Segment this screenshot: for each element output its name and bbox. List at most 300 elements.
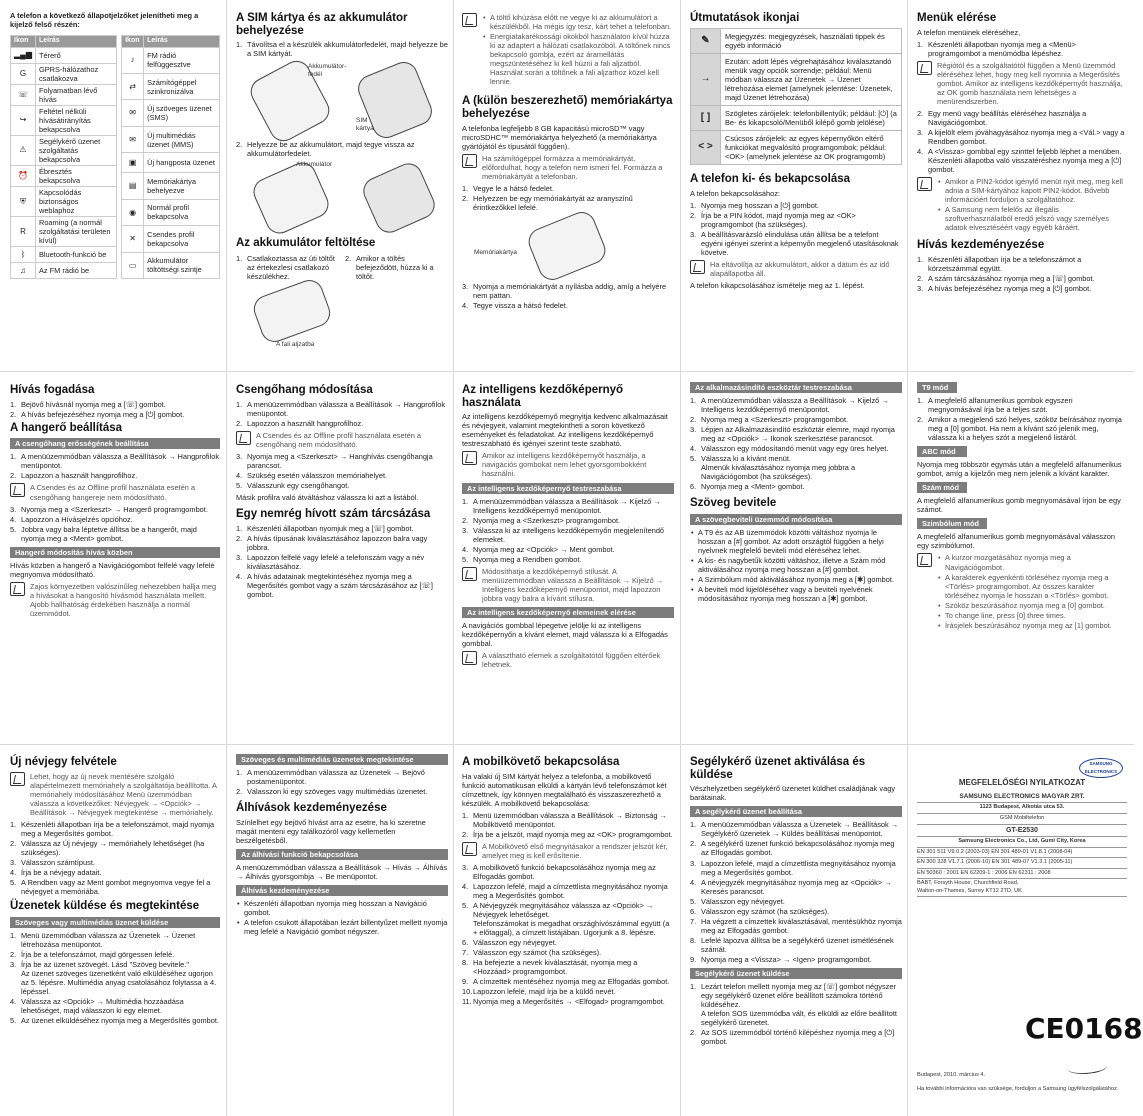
status-icon-label: Kapcsolódás biztonságos weblaphoz	[35, 186, 116, 216]
sos-step: Válasszon egy névjegyet.	[701, 896, 785, 906]
icons-intro: A telefon a következő állapotjelzőket jelenítheti meg a kijelző felső részén:	[10, 11, 199, 30]
section-bar: Az alkalmazásindító eszköztár testreszabása	[690, 382, 902, 393]
panel-input-modes	[917, 382, 1127, 738]
guide-symbol-icon: ✎	[691, 28, 721, 53]
icons-header-icon: Ikon	[122, 36, 144, 48]
ring-step: A menüüzemmódban válassza a Beállítások → Hangprofilok menüpontot.	[247, 399, 446, 418]
fake-call-title: Álhívások kezdeményezése	[236, 802, 387, 815]
note-icon	[462, 13, 477, 27]
message-step	[10, 960, 220, 996]
input-bullet: • Szóköz beszúrásához nyomja meg a [0] gombot.	[937, 601, 1127, 610]
sos-send-extra: A telefon SOS üzemmódba vált, és elküldi az előre beállított segélykérő üzenetet.	[701, 1008, 897, 1027]
sos-step: A névjegyzék megnyitásához nyomja meg az <Opciók> → Keresés parancsot.	[701, 877, 892, 896]
toolbar-step: Lépjen az Alkalmazásindító eszköztár elemre, majd nyomja meg az <Opciók> → Ikonok szerkesztése parancsot.	[701, 425, 895, 444]
input-bullet: • Írásjelek beszúrásához nyomja meg az [1] gombot.	[937, 621, 1127, 630]
guide-description: Csúcsos zárójelek: az egyes képernyőkön eltérő funkciókat megvalósító programgombok; például: <OK> (amelynek jelentése az OK programgomb)	[721, 130, 902, 164]
tracker-step: Menü üzemmódban válassza a Beállítások → Biztonság → Mobilkövető menüpontot.	[473, 810, 667, 829]
contact-step: Válassza az Új névjegy → memóriahely lehetőséget (ha szükséges).	[21, 838, 205, 857]
note-icon	[462, 651, 477, 665]
smart-access: A navigációs gombbal lépegetve jelölje ki az intelligens kezdőképernyőn a kívánt elemet, majd válassza ki a Elfogadás gombbal.	[462, 620, 668, 648]
panel-smart-home	[462, 382, 674, 738]
warning-bullet: • A töltő kihúzása előtt ne vegye ki az akkumulátort a készülékből. Ha mégis így tesz, kárt tehet a telefonban.	[482, 13, 674, 31]
call-icon: ☏	[11, 84, 36, 105]
tracker-step: Lapozzon lefelé, majd a címzettlista megnyitásához nyomja meg a Megerősítés gombot.	[473, 881, 668, 901]
section-bar: Az intelligens kezdőképernyő elemeinek elérése	[462, 607, 674, 618]
menu-step: A kijelölt elem jóváhagyásához nyomja meg a <Vál.> vagy a Rendben gombot.	[928, 127, 1125, 146]
status-icon-label: Normál profil bekapcsolva	[144, 199, 220, 225]
panel-ringtone-recent	[236, 382, 448, 738]
memory-step: Nyomja a memóriakártyát a nyílásba addig, amíg a helyére nem pattan.	[473, 281, 667, 300]
contact-title: Új névjegy felvétele	[10, 756, 117, 768]
status-icon-row	[11, 105, 117, 135]
bluetooth-icon: ᛒ	[11, 247, 36, 263]
sim-step: Helyezze be az akkumulátort, majd tegye vissza az akkumulátorfedelet.	[247, 140, 415, 159]
status-icon-label: Bluetooth-funkció be	[35, 247, 116, 263]
declaration-address: 1123 Budapest, Alkotás utca 53.	[917, 803, 1127, 814]
sos-step: Lefelé lapozva állítsa be a segélykérő üzenet ismétlésének számát.	[701, 935, 894, 954]
status-icon-label: Memóriakártya behelyezve	[144, 173, 220, 199]
note-icon	[917, 553, 932, 567]
contact-note: Lehet, hogy az új nevek mentésére szolgáló alapértelmezett memóriahely a szolgáltatója beállította. A memóriahely módosításához Menü üzemmódban válassza a következőket: Névjegyek → <Opciók> → Beállítások → Névjegyek megtekintése → memóriahely.	[10, 772, 220, 817]
status-icon-label: Folyamatban lévő hívás	[35, 84, 116, 105]
label-sim-card: SIM kártya	[356, 117, 374, 133]
message-step: Válassza az <Opciók> → Multimédia hozzáadása lehetőséget, majd válasszon ki egy elemet.	[21, 996, 184, 1015]
gprs-icon: G	[11, 63, 36, 84]
declaration-signature-date: Budapest, 2010. március 4.	[917, 1072, 986, 1078]
memory-step: Tegye vissza a hátsó fedelet.	[473, 300, 568, 310]
volume-title: A hangerő beállítása	[10, 421, 123, 434]
tracker-step: Ha befejezte a nevek kiválasztását, nyomja meg a <Hozzáad> programgombot.	[473, 958, 638, 977]
signal-icon: ▂▄▆	[11, 47, 36, 63]
status-icon-label: Új hangposta üzenet	[144, 153, 220, 173]
text-input-title: Szöveg bevitele	[690, 497, 777, 510]
sos-title: Segélykérő üzenet aktiválása és küldése	[690, 756, 866, 781]
during-call-text: Hívás közben a hangerő a Navigációgombot felfelé vagy lefelé megnyomva módosítható.	[10, 560, 215, 579]
phone-cover-illustration	[359, 159, 439, 237]
answer-title: Hívás fogadása	[10, 384, 95, 396]
menu-intro: A telefon menüinek eléréséhez,	[917, 27, 1021, 37]
declaration-manufacturer: Samsung Electronics Co., Ltd, Gumi City, Korea	[917, 837, 1127, 848]
status-icon-row	[11, 63, 117, 84]
recent-step: Lapozzon felfelé vagy lefelé a telefonszám vagy a név kiválasztásához.	[247, 552, 425, 571]
onoff-intro: A telefon bekapcsolásához:	[690, 188, 780, 198]
label-battery: Akkumulátor	[296, 161, 333, 169]
section-bar: Szöveges vagy multimédiás üzenet küldése	[10, 917, 220, 928]
guide-row	[691, 53, 902, 105]
guide-symbol-icon: [ ]	[691, 105, 721, 130]
menu-step: A <Vissza> gombbal egy szinttel feljebb léphet a menüben. Készenléti állapotba való visszatéréshez nyomja meg a [⏻] gombot.	[928, 147, 1122, 175]
message-step-extra: Az üzenet szöveges üzenetként való elküldéséhez ugorjon az 5. lépésre. Multimédia anyag csatolásához folytassa a 4. lépéssel.	[21, 968, 217, 996]
fold-line-v3	[680, 0, 681, 1116]
smart-style-note: Módosíthatja a kezdőképernyő stílusát. A menüüzemmódban válassza a Beállítások → Kijelző → Intelligens kezdőképernyő menüpontot, majd lapozzon jobbra vagy balra a kívánt stílusra.	[462, 567, 674, 603]
divert-icon: ↪	[11, 105, 36, 135]
fold-line-h1	[0, 371, 1134, 372]
status-icon-label: Akkumulátor töltöttségi szintje	[144, 252, 220, 279]
status-icon-row	[11, 217, 117, 247]
onoff-outro: A telefon kikapcsolásához ismételje meg az 1. lépést.	[690, 280, 865, 290]
phone-card-slot-illustration	[524, 208, 609, 284]
fm-icon: ♫	[11, 263, 36, 279]
status-icon-label: FM rádió felfüggesztve	[144, 47, 220, 73]
sos-step: Nyomja meg a <Vissza> → <Igen> programgombot.	[701, 954, 872, 964]
call-step: Készenléti állapotban írja be a telefonszámot a körzetszámmal együtt.	[928, 254, 1082, 273]
note-icon	[462, 451, 477, 465]
volume-step: Lapozzon a használt hangprofilhoz.	[21, 471, 138, 481]
status-icon-row	[122, 47, 220, 73]
note-icon	[917, 177, 932, 191]
panel-menu-call	[917, 10, 1127, 365]
menu-pin-note	[917, 177, 1127, 233]
section-bar: T9 mód	[917, 382, 957, 393]
volume-note: A Csendes és az Offline profil használata esetén a csengőhang hangereje nem módosítható.	[10, 483, 220, 501]
status-icon-label: Feltétel nélküli hívásátirányítás bekapcsolva	[35, 105, 116, 135]
toolbar-step: Válasszon egy módosítandó menüt vagy egy üres helyet.	[701, 444, 889, 454]
roaming-icon: R	[11, 217, 36, 247]
section-bar: Segélykérő üzenet küldése	[690, 968, 902, 979]
warning-bullet: • Energiatakarékossági okokból használaton kívül húzza ki az adaptert a hálózati csatlakozóból. A töltőnek nincs bekapcsoló gombja, ezért az áramellátás megszüntetéséhez ki kell húzni a fali aljzatból. Használat során a töltőnek a fali aljzathoz közel kell lennie.	[482, 32, 674, 86]
contact-step: A Rendben vagy az Ment gombot megnyomva vegye fel a névjegyet a memóriába.	[21, 877, 211, 897]
icons-table-left	[10, 35, 117, 279]
guide-symbol-icon: →	[691, 53, 721, 105]
label-battery-cover: Akkumulátor-fedél	[308, 63, 347, 79]
guide-row	[691, 130, 902, 164]
declaration-body	[917, 778, 1127, 897]
ring-note: A Csendes és az Offline profil használata esetén a csengőhang nem módosítható.	[236, 431, 448, 449]
message-step-text: Írja be az üzenet szövegét. Lásd "Szöveg bevitele."	[21, 959, 189, 969]
alarm-icon: ⏰	[11, 165, 36, 186]
ring-title: Csengőhang módosítása	[236, 384, 373, 396]
section-bar: A segélykérő üzenet beállítása	[690, 806, 902, 817]
silent-profile-icon: ✕	[122, 226, 144, 252]
recent-step: Készenléti állapotban nyomjuk meg a [☏] gombot.	[247, 523, 414, 533]
panel-answer-volume	[10, 382, 220, 738]
declaration-standard: EN 300 328 V1.7.1 (2006-10) EN 301 489-07 V1.3.1 (2005-11)	[917, 858, 1127, 869]
call-title: Hívás kezdeményezése	[917, 239, 1045, 252]
panel-declaration	[917, 754, 1143, 1110]
tracker-step: A címzettek mentéséhez nyomja meg az Elfogadás gombot.	[473, 977, 670, 987]
smart-step: A menüüzemmódban válassza a Beállítások → Kijelző → Intelligens kezdőképernyő menüpontot.	[473, 496, 661, 515]
fm-bg-icon: ♪	[122, 47, 144, 73]
icons-header-desc: Leírás	[35, 36, 116, 48]
declaration-title: MEGFELELŐSÉGI NYILATKOZAT	[958, 778, 1086, 787]
section-bar: A szövegbeviteli üzemmód módosítása	[690, 514, 902, 525]
message-step: Az üzenet elküldéséhez nyomja meg a Megerősítés gombot.	[21, 1016, 220, 1025]
ring-step: Válasszunk egy csengőhangot.	[247, 480, 350, 490]
smart-step: Nyomja meg az <Opciók> → Ment gombot.	[473, 544, 615, 554]
num-text: A megfelelő alfanumerikus gomb megnyomásával írjon be egy számot.	[917, 496, 1121, 515]
fake-call-bullet: • A telefon csukott állapotában lezárt billentyűzet mellett nyomja meg lefelé a Navigáció gombot négyszer.	[236, 918, 448, 936]
status-icon-row	[122, 199, 220, 225]
panel-guide-onoff	[690, 10, 902, 365]
status-icon-label: Új szöveges üzenet (SMS)	[144, 100, 220, 126]
tracker-title: A mobilkövető bekapcsolása	[462, 756, 620, 768]
answer-step: Bejövő hívásnál nyomja meg a [☏] gombot.	[21, 399, 166, 409]
status-icon-row	[11, 165, 117, 186]
sos-send-step: Az SOS üzemmódból történő kilépéshez nyomja meg a [⏻] gombot.	[701, 1028, 895, 1047]
input-mode-bullet: • A kis- és nagybetűk közötti váltáshoz, illetve a Szám mód aktiválásához nyomja meg hosszan a [#] gombot.	[690, 556, 902, 574]
sim-illustration	[236, 61, 448, 139]
sos-step: Válasszon egy számot (ha szükséges).	[701, 906, 830, 916]
contact-step: Írja be a névjegy adatait.	[21, 867, 102, 877]
charging-warning	[462, 13, 674, 87]
panel-status-icons	[10, 10, 220, 365]
sos-icon: ⚠	[11, 135, 36, 165]
panel-mobile-tracker	[462, 754, 674, 1110]
sms-icon: ✉	[122, 100, 144, 126]
call-step: A szám tárcsázásához nyomja meg a [☏] gombot.	[928, 274, 1095, 283]
status-icon-label: Csendes profil bekapcsolva	[144, 226, 220, 252]
t9-step: Amikor a megjelenő szó helyes, szóköz beírásához nyomja meg a [0] gombot. Ha nem a kívánt szó jelenik meg, válassza ki a helyes szót a megjelenő listáról.	[928, 415, 1122, 443]
tracker-note: A Mobilkövető első megnyitásakor a rendszer jelszót kér, amelyet meg is kell erősítenie.	[462, 842, 674, 860]
status-icon-label: Ébresztés bekapcsolva	[35, 165, 116, 186]
note-icon	[10, 483, 25, 497]
panel-view-fake-call	[236, 754, 448, 1110]
input-bullet: • A kurzor mozgatásához nyomja meg a Navigációgombot.	[937, 553, 1127, 571]
menu-title: Menük elérése	[917, 12, 997, 24]
section-bar: A csengőhang erősségének beállítása	[10, 438, 220, 449]
answer-step: A hívás befejezéséhez nyomja meg a [⏻] gombot.	[21, 409, 185, 419]
status-icon-row	[11, 84, 117, 105]
tracker-intro: Ha valaki új SIM kártyát helyez a telefonba, a mobilkövető funkció automatikusan elküldi a kártyán lévő telefonszámot két címzettnek, így könnyen megtalálható és visszaszerezhető a készülék. A mobilkövető bekapcsolása:	[462, 771, 667, 808]
toolbar-step-extra: Almenük kiválasztásához nyomja meg jobbra a Navigációgombot (ha szükséges).	[701, 463, 856, 482]
guide-description: Szögletes zárójelek: telefonbillentyűk; például: [⏻] (a Be- és kikapcsoló/Menüből kilépő gomb jelölése)	[721, 105, 902, 130]
label-wall-outlet: A fali aljzatba	[276, 341, 315, 349]
sos-send-text: Lezárt telefon mellett nyomja meg az [☏] gombot négyszer egy segélykérő üzenet előre beállított számokra történő küldéséhez.	[701, 981, 896, 1009]
pc-sync-icon: ⇄	[122, 74, 144, 100]
memory-card-title: A (külön beszerezhető) memóriakártya behelyezése	[462, 95, 673, 120]
menu-step: Készenléti állapotban nyomja meg a <Menü> programgombot a menümódba lépéshez.	[928, 39, 1076, 58]
tracker-step: Válasszon egy számot (ha szükséges).	[473, 948, 602, 958]
toolbar-step: A menüüzemmódban válassza a Beállítások → Kijelző → Intelligens kezdőképernyő menüpontot.	[701, 396, 889, 415]
note-icon	[462, 842, 477, 856]
smart-intro: Az intelligens kezdőképernyő megnyitja kedvenc alkalmazásait és névjegyeit, valamint megtekintheti a soron következő eseményeket és feladatokat. Az intelligens kezdőképernyő testreszabható és igényei szerint teste szabható.	[462, 412, 668, 449]
status-icon-row	[11, 186, 117, 216]
menu-note: Régiótól és a szolgáltatótól függően a Menü üzemmód eléréséhez lehet, hogy meg kell nyomnia a Megerősítés gombot. Amikor az intelligens kezdőképernyőt használja, az OK gomb használata nem lehetséges a menürendszerben.	[917, 61, 1127, 106]
input-mode-bullet: • A Szimbólum mód aktiválásához nyomja meg a [✱] gombot.	[690, 575, 902, 584]
recent-title: Egy nemrég hívott szám tárcsázása	[236, 507, 431, 520]
memory-card-intro: A telefonba legfeljebb 8 GB kapacitású microSD™ vagy microSDHC™ memóriakártya helyezhető (a memóriakártya gyártójától és típusától függően).	[462, 123, 657, 151]
input-note	[917, 553, 1127, 630]
status-icon-row	[122, 226, 220, 252]
memory-card-note: Ha számítógéppel formázza a memóriakártyát, előfordulhat, hogy a telefon nem ismeri fel. Formázza a memóriakártyát a telefonban.	[462, 154, 674, 181]
volume-step: Lapozzon a Hívásjelzés opcióhoz.	[21, 514, 133, 524]
ring-step: Szükség esetén válasszon memóriahelyet.	[247, 470, 388, 480]
pin-bullet: • A Samsung nem felelős az illegális szoftverhasználatból eredő jelszó vagy személyes adatok elvesztéséért vagy egyéb káráért.	[937, 205, 1127, 232]
note-icon	[10, 582, 25, 596]
guide-title: Útmutatások ikonjai	[690, 12, 800, 24]
section-bar: Az álhívási funkció bekapcsolása	[236, 849, 448, 860]
fold-line-v1	[226, 0, 227, 1116]
section-bar: Álhívás kezdeményezése	[236, 885, 448, 896]
label-memory-card: Memóriakártya	[474, 248, 517, 256]
call-step: A hívás befejezéséhez nyomja meg a [⏻] gombot.	[928, 284, 1092, 294]
noise-note: Zajos környezetben valószínűleg nehezebben hallja meg a hívásokat a hangosító hívásmód használata mellett. Ajobb hallhatóság érdekében használja a normál üzemmódot.	[10, 582, 220, 618]
note-icon	[917, 61, 932, 75]
notified-body: BABT, Forsyth House, Churchfield Road, Walton-on-Thames, Surrey KT12 2TD, UK	[917, 879, 1127, 897]
note-icon	[690, 260, 705, 274]
view-step: A menüüzemmódban válassza az Üzenetek → Bejövő postamenüpontot.	[247, 768, 425, 787]
section-bar: Hangerő módosítás hívás közben	[10, 547, 220, 558]
status-icon-row	[122, 252, 220, 279]
note-icon	[462, 154, 477, 168]
tracker-step	[462, 901, 674, 937]
fold-line-v2	[453, 0, 454, 1116]
view-step: Válasszon ki egy szöveges vagy multimédiás üzenetet.	[247, 787, 428, 797]
sim-title: A SIM kártya és az akkumulátor behelyezése	[236, 12, 408, 37]
status-icon-label: GPRS-hálózathoz csatlakozva	[35, 63, 116, 84]
section-bar: Szám mód	[917, 482, 967, 493]
icons-header-desc: Leírás	[144, 36, 220, 48]
onoff-note: Ha eltávolítja az akkumulátort, akkor a dátum és az idő alapállapotba áll.	[690, 260, 902, 278]
tracker-step: Lapozzon lefelé, majd írja be a küldő nevét.	[473, 987, 616, 997]
guide-description: Ezután: adott lépés végrehajtásához kiválasztandó menük vagy opciók sorrendje; például: Menü módban válassza az Üzenetek → Üzenet létrehozása elemet (amelynek jelentése: Üzenetek, majd Üzenet létrehozása)	[721, 53, 902, 105]
note-icon	[10, 772, 25, 786]
icons-table-right	[121, 35, 220, 279]
sym-text: A megfelelő alfanumerikus gomb megnyomásával válasszon egy szimbólumot.	[917, 532, 1116, 551]
fake-call-intro: Színlelhet egy bejövő hívást arra az esetre, ha ki szeretne magát menteni egy találkozóról vagy kellemetlen beszélgetésből.	[236, 817, 426, 845]
guide-description: Megjegyzés: megjegyzések, használati tippek és egyéb információ	[721, 28, 902, 53]
sos-intro: Vészhelyzetben segélykérő üzenetet küldhet családjának vagy barátainak.	[690, 784, 896, 803]
status-icon-row	[11, 47, 117, 63]
guide-row	[691, 28, 902, 53]
recent-step: A hívás típusának kiválasztásához lapozzon balra vagy jobbra.	[247, 533, 428, 552]
volume-step: Jobbra vagy balra léptetve állítsa be a hangerőt, majd nyomja meg a <Ment> gombot.	[21, 524, 197, 543]
declaration-model: GT-E2530	[917, 825, 1127, 837]
status-icon-row	[11, 135, 117, 165]
input-mode-bullet: • A T9 és az AB üzemmódok közötti váltáshoz nyomja le hosszan a [#] gombot. Az adott országtól függően a helyi nyelvnek megfelelő beviteli mód eléréséhez lehet.	[690, 528, 902, 555]
t9-step: A megfelelő alfanumerikus gombok egyszeri megnyomásával írja be a teljes szót.	[928, 396, 1073, 415]
onoff-step: Nyomja meg hosszan a [⏻] gombot.	[701, 200, 819, 210]
contact-step: Készenléti állapotban írja be a telefonszámot, majd nyomja meg a Megerősítés gombot.	[21, 819, 215, 838]
declaration-standard: EN 50360 : 2001 EN 62209-1 : 2006 EN 62311 : 2008	[917, 869, 1127, 880]
status-icon-row	[122, 126, 220, 152]
ring-step: Nyomja meg a <Szerkeszt> → Hanghívás csengőhangja parancsot.	[247, 451, 433, 470]
memory-step: Vegye le a hátsó fedelet.	[473, 183, 554, 193]
smart-note: Amikor az intelligens kezdőképernyőt használja, a navigációs gombokat nem lehet gyorsgombokként használni.	[462, 451, 674, 478]
section-bar: ABC mód	[917, 446, 967, 457]
tracker-step: A mobilkövető funkció bekapcsolásához nyomja meg az Elfogadás gombot.	[473, 862, 656, 881]
declaration-standard: EN 301 511 V9.0.2 (2003-03) EN 301 489-01 V1.8.1 (2008-04)	[917, 848, 1127, 859]
menu-step: Egy menü vagy beállítás eléréséhez használja a Navigációgombot.	[928, 108, 1087, 127]
guide-table	[690, 28, 902, 165]
memory-step: Helyezzen be egy memóriakártyát az aranyszínű érintkezőkkel lefelé.	[473, 193, 633, 212]
toolbar-step: Nyomja meg a <Ment> gombot.	[701, 482, 805, 492]
charge-title: Az akkumulátor feltöltése	[236, 237, 376, 250]
note-icon	[462, 567, 477, 581]
battery-icon: ▭	[122, 252, 144, 279]
section-bar: Szöveges és multimédiás üzenetek megtekintése	[236, 754, 448, 765]
panel-sos-message	[690, 754, 902, 1110]
status-icon-row	[122, 153, 220, 173]
sim-step: Távolítsa el a készülék akkumulátorfedelét, majd helyezze be a SIM kártyát.	[247, 40, 448, 59]
sos-step: A menüüzemmódban válassza a Üzenetek → Beállítások → Segélykérő üzenetek → Küldés beállításai menüpontot.	[701, 820, 899, 839]
tracker-step-extra: Telefonszámokat is megadhat országhívószámmal együtt (a + előtaggal), a címzett listájában. Ugorjunk a 8. lépésre.	[473, 919, 670, 938]
recent-step: A hívás adatainak megtekintéséhez nyomja meg a Megerősítés gombot vagy a szám tárcsázásához az [☏] gombot.	[247, 571, 433, 599]
normal-profile-icon: ◉	[122, 199, 144, 225]
status-icon-row	[122, 100, 220, 126]
toolbar-step: Nyomja meg a <Szerkeszt> programgombot.	[701, 415, 849, 425]
onoff-step: Írja be a PIN kódot, majd nyomja meg az <OK> programgombot (ha szükséges).	[701, 210, 856, 229]
tracker-step-text: A Névjegyzék megnyitásához válassza az <Opciók> → Névjegyek lehetőséget.	[473, 901, 654, 920]
signature-mark	[1066, 1057, 1108, 1076]
tracker-step: Írja be a jelszót, majd nyomja meg az <OK> programgombot.	[473, 829, 673, 839]
tracker-step: Nyomja meg a Megerősítés → <Elfogad> programgombot.	[473, 997, 665, 1007]
ce-mark: CE0168	[1025, 1012, 1143, 1045]
smart-step: Nyomja meg a Rendben gombot.	[473, 554, 582, 564]
fake-call-enable: A menüüzemmódban válassza a Beállítások → Hívás → Álhívás → Álhívás gyorsgombja → Be menüpontot.	[236, 862, 448, 881]
safe-browsing-icon: ⛨	[11, 186, 36, 216]
messages-title: Üzenetek küldése és megtekintése	[10, 900, 200, 913]
section-bar: Az intelligens kezdőképernyő testreszabása	[462, 483, 674, 494]
guide-row	[691, 105, 902, 130]
contact-step: Válasszon számtípust.	[21, 857, 95, 867]
smart-step: Nyomja meg a <Szerkeszt> programgombot.	[473, 515, 621, 525]
guide-symbol-icon: < >	[691, 130, 721, 164]
ring-step: Lapozzon a használt hangprofilhoz.	[247, 418, 364, 428]
input-mode-bullet: • A beviteli mód kijelöléséhez vagy a beviteli nyelvének módosításához nyomja meg hosszan a [✱] gombot.	[690, 585, 902, 603]
message-step: Írja be a telefonszámot, majd görgessen lefelé.	[21, 949, 175, 959]
memory-card-illustration	[462, 215, 674, 281]
voicemail-icon: ▣	[122, 153, 144, 173]
sos-step: A segélykérő üzenet funkció bekapcsolásához nyomja meg az Elfogadás gombot.	[701, 839, 895, 858]
fold-line-h2	[0, 744, 1134, 745]
status-icon-row	[11, 247, 117, 263]
tracker-step: Válasszon egy névjegyet.	[473, 938, 557, 948]
volume-step: Nyomja meg a <Szerkeszt> → Hangerő programgombot.	[21, 504, 208, 514]
memory-card-icon: ▤	[122, 173, 144, 199]
smart-title: Az intelligens kezdőképernyő használata	[462, 384, 624, 409]
charge-step: Amikor a töltés befejeződött, húzza ki a töltőt.	[356, 254, 434, 282]
onoff-step: A beállításvarázsló elindulása után állítsa be a telefont egyéni igényei szerint a képernyőn megjelenő utasításoknak követve.	[701, 229, 899, 257]
input-bullet: • To change line, press [0] three times.	[937, 611, 1127, 620]
onoff-title: A telefon ki- és bekapcsolása	[690, 173, 851, 186]
status-icon-label: Számítógéppel szinkronizálva	[144, 74, 220, 100]
fake-call-bullet: • Készenléti állapotban nyomja meg hosszan a Navigáció gombot.	[236, 899, 448, 917]
panel-toolbar-text	[690, 382, 902, 738]
panel-contacts-messages	[10, 754, 220, 1110]
sos-send-step	[690, 982, 902, 1027]
sos-step: Lapozzon lefelé, majd a címzettlista megnyitásához nyomja meg a Megerősítés gombot.	[701, 858, 896, 877]
status-icon-row	[11, 263, 117, 279]
smart-step: Válassza ki az intelligens kezdőképernyőn megjelenítendő elemeket.	[473, 525, 665, 544]
volume-step: A menüüzemmódban válassza a Beállítások → Hangprofilok menüpontot.	[21, 452, 220, 471]
section-bar: Szimbólum mód	[917, 518, 987, 529]
status-icon-label: Segélykérő üzenet szolgáltatás bekapcsolva	[35, 135, 116, 165]
note-icon	[236, 431, 251, 445]
status-icon-label: Térerő	[35, 47, 116, 63]
phone-battery-illustration	[249, 158, 333, 238]
panel-sim-battery	[236, 10, 448, 365]
charger-illustration	[236, 285, 448, 353]
toolbar-step-text: Válassza ki a kívánt menüt.	[701, 454, 791, 464]
status-icon-label: Az FM rádió be	[35, 263, 116, 279]
sos-step: Ha végzett a címzettek kiválasztásával, mentésükhöz nyomja meg az Elfogadás gombot.	[701, 916, 902, 935]
abc-text: Nyomja meg többször egymás után a megfelelő alfanumerikus gombot, amíg a kijelzőn meg nem jelenik a kívánt karakter.	[917, 460, 1122, 479]
declaration-company: SAMSUNG ELECTRONICS MAGYAR ZRT.	[917, 792, 1127, 804]
fold-line-v4	[907, 0, 908, 1116]
pin-bullet: • Amikor a PIN2-kódot igénylő menüt nyit meg, meg kell adnia a SIM-kártyához kapott PIN2-kódot. Bővebb információért forduljon a szolgáltatóhoz.	[937, 177, 1127, 204]
status-icon-label: Új multimédiás üzenet (MMS)	[144, 126, 220, 152]
phone-charging-illustration	[250, 276, 334, 346]
ring-outro: Másik profilra való átváltáshoz válassza ki azt a listából.	[236, 492, 419, 502]
declaration-product: GSM Mobiltelefon	[917, 814, 1127, 825]
charge-step: Csatlakoztassa az úti töltőt az értekezlesi csatlakozó készülékhez.	[247, 254, 335, 282]
samsung-logo: SAMSUNG ELECTRONICS	[1079, 758, 1123, 778]
message-step: Menü üzemmódban válassza az Üzenetek → Üzenet létrehozása menüpontot.	[21, 930, 196, 949]
status-icon-label: Roaming (a normál szolgáltatási területen kívül)	[35, 217, 116, 247]
status-icon-row	[122, 173, 220, 199]
battery-illustration	[236, 161, 448, 233]
